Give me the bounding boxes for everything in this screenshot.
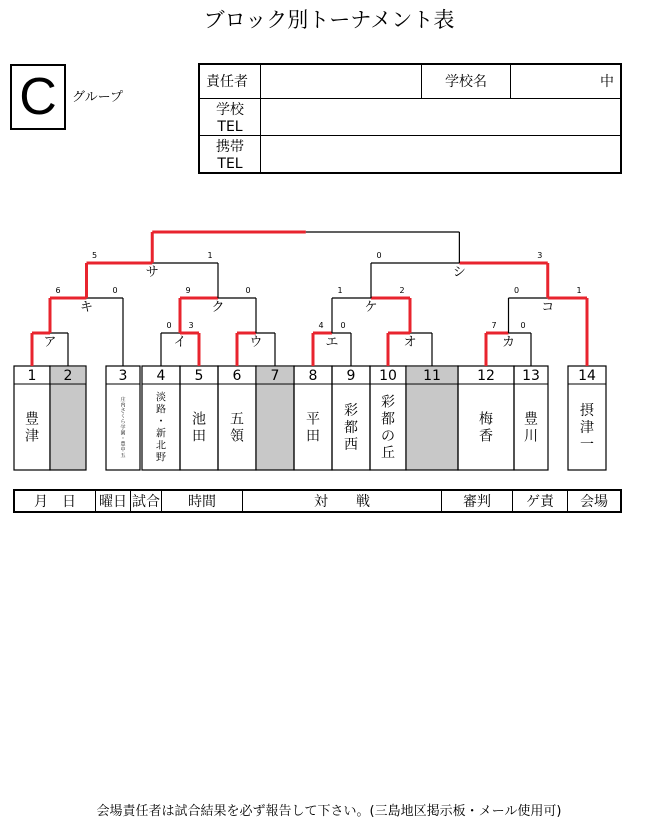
team-char: 田 bbox=[192, 428, 206, 445]
slot-team-name bbox=[120, 396, 125, 459]
slot-team-name bbox=[192, 411, 206, 444]
slot-number: 10 bbox=[379, 368, 397, 384]
match-score: 0 bbox=[245, 286, 251, 295]
team-char: 西 bbox=[344, 436, 358, 453]
team-char: 新 bbox=[156, 428, 166, 440]
bye-slot bbox=[406, 384, 458, 470]
slot-number: 2 bbox=[63, 368, 73, 384]
match-label: ク bbox=[211, 300, 225, 315]
team-char: 津 bbox=[580, 419, 594, 436]
team-char: 北 bbox=[156, 440, 166, 452]
team-char: 野 bbox=[156, 452, 166, 464]
match-label: エ bbox=[325, 335, 339, 350]
slot-number: 1 bbox=[27, 368, 37, 384]
match-score: 7 bbox=[491, 321, 497, 330]
team-char: ・ bbox=[120, 435, 126, 442]
team-char: 都 bbox=[381, 411, 395, 428]
slot-number: 9 bbox=[346, 368, 356, 384]
slot-number: 14 bbox=[578, 368, 596, 384]
slot-team-name bbox=[479, 410, 493, 444]
col-match: 試合 bbox=[131, 490, 162, 512]
team-char: 川 bbox=[524, 428, 538, 445]
col-referee: 審判 bbox=[442, 490, 513, 512]
match-label: カ bbox=[501, 335, 516, 350]
schedule-table bbox=[13, 489, 622, 513]
team-char: さ bbox=[120, 407, 126, 414]
match-label: サ bbox=[145, 265, 159, 280]
team-char: 香 bbox=[479, 428, 493, 445]
team-char: 彩 bbox=[381, 394, 395, 411]
team-char: 園 bbox=[120, 430, 126, 437]
col-ge: ゲ責 bbox=[513, 490, 568, 512]
team-char: 平 bbox=[306, 411, 320, 428]
match-label: シ bbox=[452, 265, 466, 280]
mobile-tel-label: 携帯TEL bbox=[199, 135, 261, 173]
team-char: 学 bbox=[120, 424, 126, 431]
match-score: 0 bbox=[513, 286, 520, 295]
slot-number: 13 bbox=[522, 368, 540, 384]
bye-slot bbox=[256, 384, 294, 470]
match-score: 0 bbox=[166, 321, 172, 330]
slot-number: 6 bbox=[232, 368, 242, 384]
team-char: 津 bbox=[25, 428, 39, 445]
slot-team-name bbox=[381, 394, 395, 461]
slot-team-name bbox=[306, 411, 320, 444]
slot-team-name bbox=[580, 402, 594, 453]
team-char: 梅 bbox=[479, 411, 493, 428]
bye-slot bbox=[50, 384, 86, 470]
match-score: 0 bbox=[520, 321, 526, 330]
match-score: 1 bbox=[576, 286, 582, 295]
team-char: 都 bbox=[344, 419, 358, 436]
slot-team-name bbox=[25, 410, 39, 444]
team-char: 領 bbox=[230, 428, 244, 445]
team-char: 淡 bbox=[156, 392, 166, 404]
match-score: 2 bbox=[399, 286, 405, 295]
match-score: 4 bbox=[318, 321, 324, 330]
match-label: イ bbox=[173, 335, 187, 350]
match-score: 1 bbox=[337, 286, 343, 295]
responsible-label: 責任者 bbox=[199, 64, 261, 98]
footer-note: 会場責任者は試合結果を必ず報告して下さい。(三島地区掲示板・メール使用可) bbox=[96, 804, 562, 819]
match-score: 0 bbox=[112, 286, 118, 295]
team-char: ・ bbox=[156, 416, 166, 428]
slot-number: 11 bbox=[423, 368, 441, 384]
col-time: 時間 bbox=[162, 490, 243, 512]
slot-number: 12 bbox=[477, 368, 495, 384]
team-char: 田 bbox=[306, 428, 320, 445]
match-score: 3 bbox=[537, 251, 543, 260]
slot-team-name bbox=[230, 411, 244, 444]
match-label: コ bbox=[541, 300, 555, 315]
match-label: ケ bbox=[364, 300, 378, 315]
team-char: 摂 bbox=[580, 402, 594, 419]
team-char: の bbox=[381, 428, 395, 445]
team-char: 豊 bbox=[25, 411, 39, 428]
team-char: 豊 bbox=[524, 411, 538, 428]
group-letter: C bbox=[19, 68, 57, 126]
team-char: 庄 bbox=[120, 396, 126, 403]
match-label: ウ bbox=[249, 335, 263, 350]
slot-number: 4 bbox=[156, 368, 166, 384]
school-tel-label: 学校TEL bbox=[199, 98, 261, 135]
team-char: 丘 bbox=[381, 445, 395, 462]
team-char: 五 bbox=[120, 452, 126, 459]
match-score: 0 bbox=[340, 321, 346, 330]
team-char: 路 bbox=[156, 404, 166, 416]
team-char: 池 bbox=[192, 411, 206, 428]
match-score: 6 bbox=[55, 286, 61, 295]
slot-team-name bbox=[524, 410, 538, 444]
col-venue: 会場 bbox=[568, 490, 622, 512]
slot-number: 3 bbox=[118, 368, 128, 384]
team-char: 一 bbox=[580, 436, 594, 453]
match-score: 3 bbox=[188, 321, 194, 330]
team-char: 彩 bbox=[344, 402, 358, 419]
slot-team-name bbox=[344, 403, 358, 453]
match-score: 1 bbox=[207, 251, 213, 260]
team-char: 豊 bbox=[120, 441, 126, 448]
team-char: ら bbox=[120, 419, 126, 426]
match-score: 0 bbox=[376, 251, 382, 260]
team-char: 五 bbox=[230, 411, 244, 428]
match-score: 5 bbox=[91, 251, 98, 260]
col-versus: 対 戦 bbox=[243, 490, 442, 512]
match-label: ア bbox=[43, 335, 57, 350]
slot-number: 8 bbox=[308, 368, 318, 384]
team-char: く bbox=[120, 413, 126, 420]
school-suffix: 中 bbox=[600, 74, 614, 91]
page-title: ブロック別トーナメント表 bbox=[203, 8, 455, 32]
team-char: 内 bbox=[120, 402, 126, 409]
match-score: 9 bbox=[185, 286, 191, 295]
col-date: 月 日 bbox=[14, 490, 96, 512]
match-label: オ bbox=[403, 335, 417, 350]
slot-number: 7 bbox=[270, 368, 280, 384]
col-weekday: 曜日 bbox=[96, 490, 131, 512]
team-char: 中 bbox=[120, 447, 126, 454]
match-label: キ bbox=[79, 300, 94, 315]
school-name-label: 学校名 bbox=[422, 64, 511, 98]
slot-team-name bbox=[156, 391, 166, 464]
slot-number: 5 bbox=[194, 368, 204, 384]
group-label: グループ bbox=[72, 90, 123, 105]
